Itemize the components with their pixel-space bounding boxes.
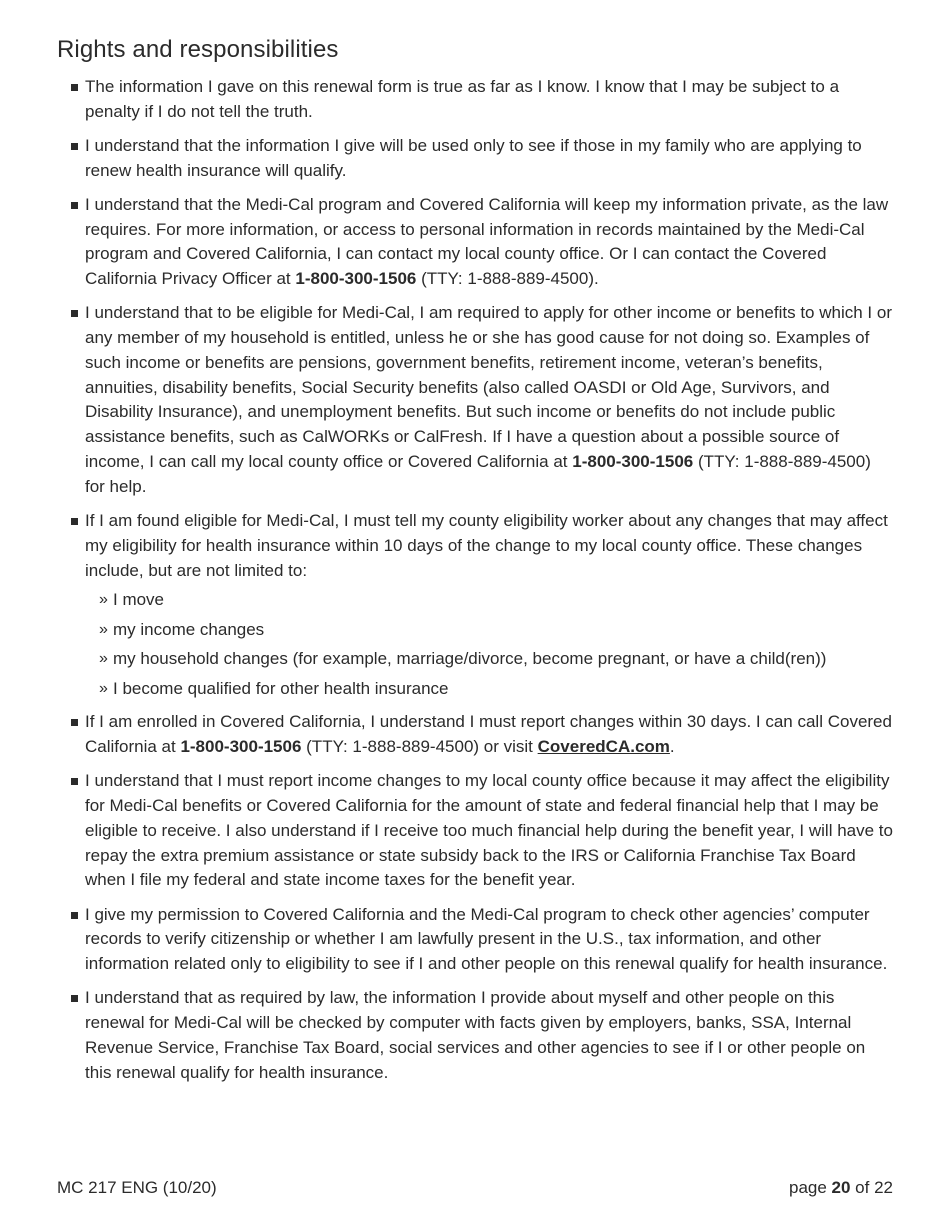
item-text: The information I gave on this renewal form is true as far as I know. I know that I may be subject to a penalty if I do not tell the truth. [85,77,840,121]
square-bullet-icon [71,719,78,726]
list-item [57,193,893,292]
item-text: I give my permission to Covered California and the Medi-Cal program to check other agencies’ computer records to verify citizenship or whether I am lawfully present in the U.S., tax information, and other information related only to eligibility to see if I and other people on this renewal qualify for health insurance. [85,904,888,974]
phone-number: 1-800-300-1506 [572,452,694,472]
item-text: (TTY: 1-888-889-4500) for help. [85,452,871,496]
sublist-item [85,618,893,643]
square-bullet-icon [71,310,78,317]
sublist-item [85,588,893,613]
item-text: If I am enrolled in Covered California, I understand I must report changes within 30 days. I can call Covered California at [85,712,892,757]
chevron-right-icon: » [99,620,108,638]
page-indicator [789,1178,893,1198]
item-text: I understand that as required by law, the information I provide about myself and other people on this renewal for Medi-Cal will be checked by computer with facts given by employers, banks, SSA, Internal Revenue Service, Franchise Tax Board, social services and other agencies to see if I or other people on this renewal qualify for health insurance. [85,988,866,1082]
list-item [57,75,893,125]
coveredca-link[interactable]: CoveredCA.com [537,737,670,757]
item-text: (TTY: 1-888-889-4500) or visit [301,737,538,757]
square-bullet-icon [71,84,78,91]
list-item [57,134,893,184]
list-item [57,769,893,893]
chevron-right-icon: » [99,650,108,668]
item-text: . [669,737,675,757]
item-text: (TTY: 1-888-889-4500). [416,269,599,289]
item-text: I understand that to be eligible for Medi-Cal, I am required to apply for other income or benefits to which I or any member of my household is entitled, unless he or she has good cause for not doing so. Examples of such income or benefits are pensions, government benefits, retirement income, veteran’s benefits, annuities, disability benefits, Social Security benefits (also called OASDI or Old Age, Survivors, and Disability Insurance), and unemployment benefits. But such income or benefits do not include public assistance benefits, such as CalWORKs or CalFresh. If I have a question about a possible source of income, I can call my local county office or Covered California at [85,303,892,472]
changes-sublist [85,588,893,701]
document-page [57,36,893,1095]
sublist-item-text: I move [113,590,165,610]
list-item [57,710,893,760]
item-text: I understand that I must report income changes to my local county office because it may affect the eligibility for Medi-Cal benefits or Covered California for the amount of state and federal financial help that I may be eligible to receive. I also understand if I receive too much financial help during the benefit year, I will have to repay the extra premium assistance or state subsidy back to the IRS or California Franchise Tax Board when I file my federal and state income taxes for the benefit year. [85,771,893,890]
sublist-item [85,647,893,672]
rights-list [57,75,893,1085]
sublist-item-text: my income changes [113,619,265,639]
list-item [57,986,893,1085]
square-bullet-icon [71,518,78,525]
sublist-item-text: my household changes (for example, marriage/divorce, become pregnant, or have a child(ren)) [113,649,827,669]
chevron-right-icon: » [99,679,108,697]
square-bullet-icon [71,912,78,919]
page-prefix: page [788,1178,832,1197]
item-text: I understand that the Medi-Cal program and Covered California will keep my information private, as the law requires. For more information, or access to personal information in records maintained by the Medi-Cal program and Covered California, I can contact my local county office. Or I can contact the Covered California Privacy Officer at [85,194,889,289]
sublist-item-text: I become qualified for other health insurance [113,678,449,698]
square-bullet-icon [71,202,78,209]
chevron-right-icon: » [99,591,108,609]
square-bullet-icon [71,995,78,1002]
page-suffix: of 22 [850,1178,893,1197]
square-bullet-icon [71,143,78,150]
list-item [57,903,893,977]
sublist-item [85,677,893,702]
item-text: If I am found eligible for Medi-Cal, I must tell my county eligibility worker about any changes that may affect my eligibility for health insurance within 10 days of the change to my local county office. These changes include, but are not limited to: [85,510,888,580]
page-number: 20 [831,1178,851,1197]
item-text: I understand that the information I give will be used only to see if those in my family who are applying to renew health insurance will qualify. [85,135,862,180]
phone-number: 1-800-300-1506 [295,269,417,289]
list-item [57,509,893,701]
list-item [57,301,893,499]
square-bullet-icon [71,778,78,785]
form-id: MC 217 ENG (10/20) [57,1178,217,1197]
section-title: Rights and responsibilities [57,36,339,63]
page-footer [57,1178,893,1198]
phone-number: 1-800-300-1506 [180,737,302,757]
